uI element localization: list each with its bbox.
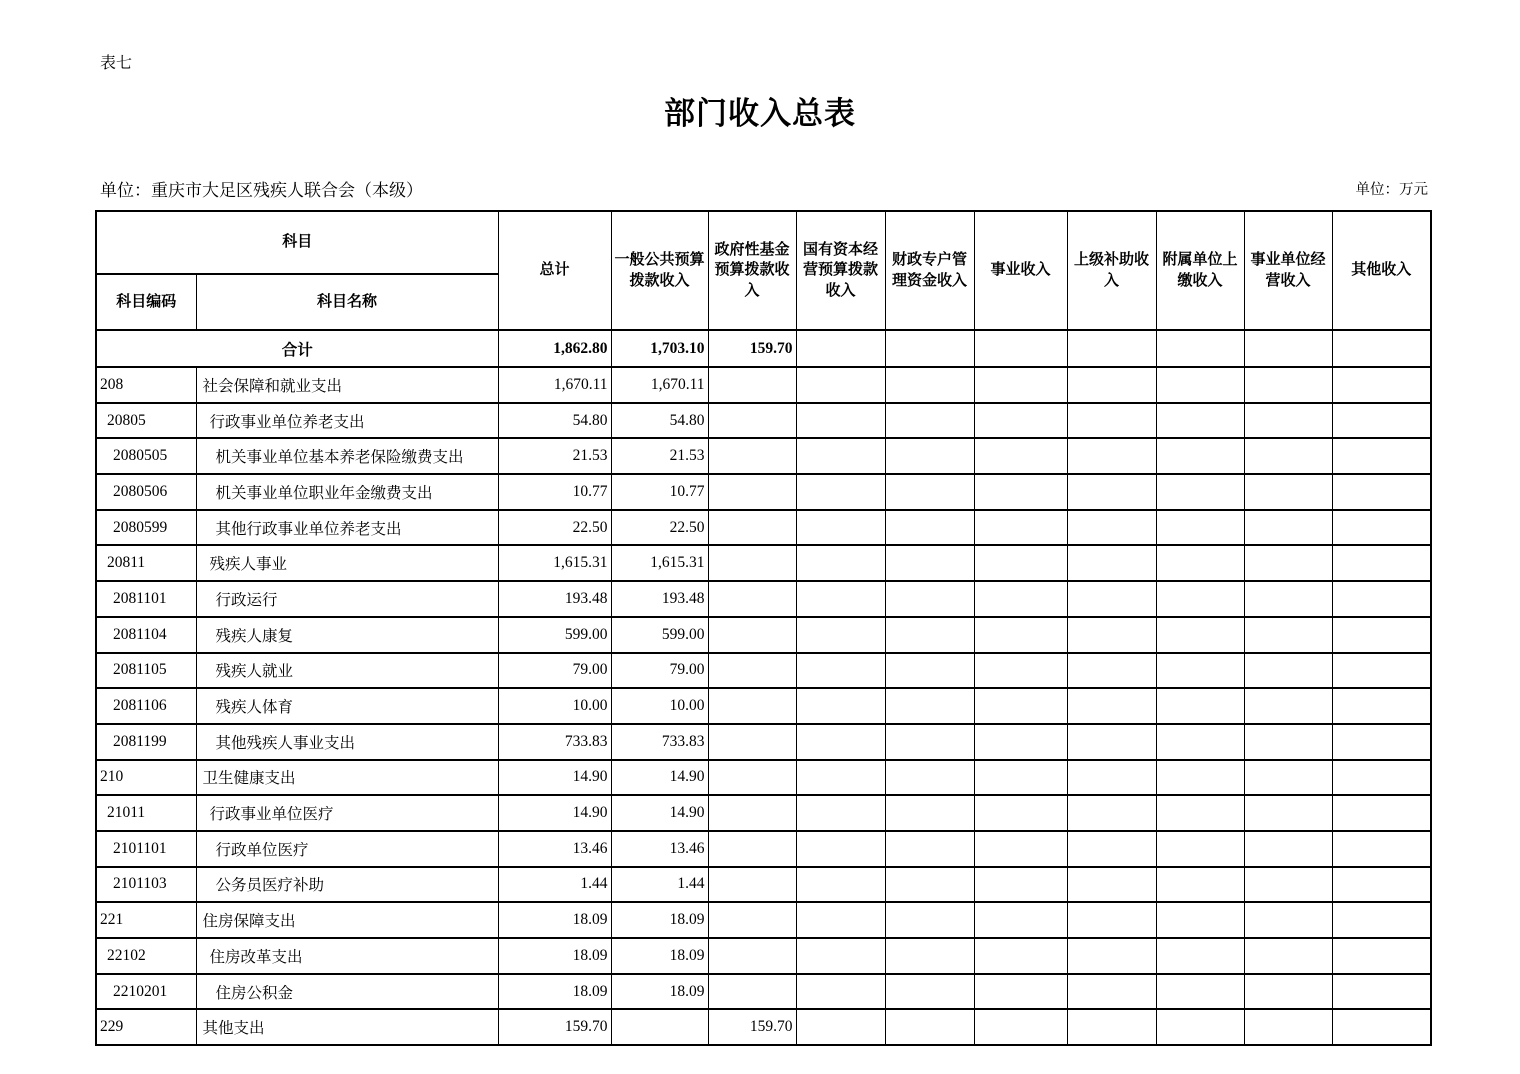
value-cell-5 — [974, 795, 1067, 831]
subject-name-cell: 行政运行 — [196, 581, 498, 617]
table-row — [96, 867, 1431, 903]
value-cell-1: 1,615.31 — [611, 545, 708, 581]
value-cell-3 — [796, 545, 885, 581]
subject-name-cell: 住房公积金 — [196, 974, 498, 1010]
value-cell-6 — [1067, 760, 1156, 796]
value-cell-9 — [1332, 330, 1431, 367]
value-cell-6 — [1067, 831, 1156, 867]
value-cell-9 — [1332, 831, 1431, 867]
value-cell-4 — [885, 831, 974, 867]
value-cell-6 — [1067, 510, 1156, 546]
value-cell-3 — [796, 688, 885, 724]
header-col-5: 事业收入 — [974, 211, 1067, 330]
value-cell-1: 193.48 — [611, 581, 708, 617]
value-cell-5 — [974, 617, 1067, 653]
value-cell-5 — [974, 724, 1067, 760]
table-row — [96, 438, 1431, 474]
value-cell-1: 10.00 — [611, 688, 708, 724]
header-subject: 科目 — [96, 211, 498, 274]
subject-name-cell: 卫生健康支出 — [196, 760, 498, 796]
value-cell-5 — [974, 938, 1067, 974]
table-row — [96, 545, 1431, 581]
value-cell-1: 18.09 — [611, 974, 708, 1010]
subject-name-cell: 残疾人康复 — [196, 617, 498, 653]
value-cell-6 — [1067, 330, 1156, 367]
value-cell-1: 22.50 — [611, 510, 708, 546]
header-col-8: 事业单位经营收入 — [1244, 211, 1332, 330]
header-subject-code: 科目编码 — [96, 274, 196, 330]
value-cell-2 — [708, 510, 796, 546]
value-cell-6 — [1067, 974, 1156, 1010]
subject-name-cell: 其他残疾人事业支出 — [196, 724, 498, 760]
value-cell-1: 79.00 — [611, 653, 708, 689]
value-cell-8 — [1244, 617, 1332, 653]
subject-code-cell: 20811 — [96, 545, 196, 581]
value-cell-9 — [1332, 438, 1431, 474]
value-cell-6 — [1067, 938, 1156, 974]
header-col-9: 其他收入 — [1332, 211, 1431, 330]
value-cell-7 — [1156, 902, 1244, 938]
value-cell-5 — [974, 902, 1067, 938]
value-cell-7 — [1156, 938, 1244, 974]
page-title: 部门收入总表 — [664, 96, 856, 131]
value-cell-9 — [1332, 724, 1431, 760]
value-cell-5 — [974, 545, 1067, 581]
value-cell-1: 1,670.11 — [611, 367, 708, 403]
value-cell-4 — [885, 510, 974, 546]
value-cell-2 — [708, 403, 796, 439]
value-cell-7 — [1156, 330, 1244, 367]
value-cell-5 — [974, 510, 1067, 546]
value-cell-7 — [1156, 438, 1244, 474]
value-cell-8 — [1244, 510, 1332, 546]
subject-code-cell: 2081101 — [96, 581, 196, 617]
value-cell-2 — [708, 653, 796, 689]
value-cell-4 — [885, 617, 974, 653]
header-col-7: 附属单位上缴收入 — [1156, 211, 1244, 330]
value-cell-2 — [708, 831, 796, 867]
subject-name-cell: 公务员医疗补助 — [196, 867, 498, 903]
value-cell-4 — [885, 902, 974, 938]
value-cell-2: 159.70 — [708, 1009, 796, 1045]
value-cell-4 — [885, 688, 974, 724]
value-cell-3 — [796, 938, 885, 974]
subject-code-cell: 2081104 — [96, 617, 196, 653]
value-cell-2 — [708, 724, 796, 760]
subject-name-cell: 机关事业单位基本养老保险缴费支出 — [196, 438, 498, 474]
value-cell-1: 10.77 — [611, 474, 708, 510]
value-cell-2 — [708, 545, 796, 581]
value-cell-3 — [796, 653, 885, 689]
value-cell-8 — [1244, 902, 1332, 938]
subject-name-cell: 残疾人体育 — [196, 688, 498, 724]
table-row — [96, 474, 1431, 510]
value-cell-7 — [1156, 867, 1244, 903]
subject-code-cell: 2210201 — [96, 974, 196, 1010]
value-cell-4 — [885, 438, 974, 474]
value-cell-8 — [1244, 974, 1332, 1010]
value-cell-0: 10.77 — [498, 474, 611, 510]
value-cell-4 — [885, 474, 974, 510]
table-row — [96, 938, 1431, 974]
value-cell-1: 599.00 — [611, 617, 708, 653]
value-cell-2 — [708, 617, 796, 653]
value-cell-9 — [1332, 760, 1431, 796]
total-row — [96, 330, 1431, 367]
value-cell-0: 18.09 — [498, 938, 611, 974]
table-row — [96, 724, 1431, 760]
total-row-label: 合计 — [96, 330, 498, 367]
value-cell-0: 14.90 — [498, 795, 611, 831]
value-cell-7 — [1156, 974, 1244, 1010]
value-cell-9 — [1332, 1009, 1431, 1045]
subject-code-cell: 20805 — [96, 403, 196, 439]
value-cell-5 — [974, 831, 1067, 867]
value-cell-7 — [1156, 617, 1244, 653]
value-cell-7 — [1156, 403, 1244, 439]
unit-name: 单位：重庆市大足区残疾人联合会（本级） — [100, 181, 423, 200]
value-cell-0: 14.90 — [498, 760, 611, 796]
value-cell-9 — [1332, 867, 1431, 903]
table-row — [96, 831, 1431, 867]
table-row — [96, 617, 1431, 653]
header-col-2: 政府性基金预算拨款收入 — [708, 211, 796, 330]
income-summary-table — [95, 210, 1432, 1046]
value-cell-6 — [1067, 545, 1156, 581]
table-row — [96, 653, 1431, 689]
value-cell-3 — [796, 724, 885, 760]
table-header — [96, 211, 1431, 330]
value-cell-9 — [1332, 617, 1431, 653]
value-cell-3 — [796, 581, 885, 617]
value-cell-6 — [1067, 403, 1156, 439]
value-cell-9 — [1332, 545, 1431, 581]
header-col-6: 上级补助收入 — [1067, 211, 1156, 330]
subject-name-cell: 残疾人事业 — [196, 545, 498, 581]
value-cell-9 — [1332, 581, 1431, 617]
value-cell-5 — [974, 330, 1067, 367]
value-cell-2 — [708, 902, 796, 938]
value-cell-7 — [1156, 653, 1244, 689]
value-cell-8 — [1244, 760, 1332, 796]
value-cell-1: 13.46 — [611, 831, 708, 867]
value-cell-4 — [885, 653, 974, 689]
value-cell-3 — [796, 1009, 885, 1045]
value-cell-3 — [796, 367, 885, 403]
value-cell-4 — [885, 867, 974, 903]
value-cell-8 — [1244, 938, 1332, 974]
value-cell-0: 22.50 — [498, 510, 611, 546]
value-cell-3 — [796, 760, 885, 796]
value-cell-2 — [708, 760, 796, 796]
value-cell-4 — [885, 795, 974, 831]
table-row — [96, 760, 1431, 796]
subject-name-cell: 行政事业单位养老支出 — [196, 403, 498, 439]
subject-name-cell: 行政单位医疗 — [196, 831, 498, 867]
value-cell-3 — [796, 902, 885, 938]
value-cell-1: 14.90 — [611, 760, 708, 796]
value-cell-8 — [1244, 724, 1332, 760]
value-cell-0: 13.46 — [498, 831, 611, 867]
value-cell-8 — [1244, 653, 1332, 689]
subject-code-cell: 2080599 — [96, 510, 196, 546]
subject-name-cell: 行政事业单位医疗 — [196, 795, 498, 831]
value-cell-2 — [708, 581, 796, 617]
value-cell-5 — [974, 581, 1067, 617]
value-cell-6 — [1067, 867, 1156, 903]
value-cell-1 — [611, 1009, 708, 1045]
value-cell-8 — [1244, 438, 1332, 474]
value-cell-9 — [1332, 510, 1431, 546]
value-cell-3 — [796, 831, 885, 867]
value-cell-8 — [1244, 867, 1332, 903]
value-cell-2 — [708, 867, 796, 903]
table-row — [96, 795, 1431, 831]
value-cell-0: 10.00 — [498, 688, 611, 724]
value-cell-0: 18.09 — [498, 974, 611, 1010]
value-cell-4 — [885, 581, 974, 617]
value-cell-2 — [708, 438, 796, 474]
value-cell-1: 14.90 — [611, 795, 708, 831]
table-row — [96, 688, 1431, 724]
value-cell-7 — [1156, 510, 1244, 546]
value-cell-4 — [885, 403, 974, 439]
value-cell-3 — [796, 438, 885, 474]
value-cell-8 — [1244, 330, 1332, 367]
value-cell-2: 159.70 — [708, 330, 796, 367]
value-cell-7 — [1156, 1009, 1244, 1045]
value-cell-1: 54.80 — [611, 403, 708, 439]
value-cell-0: 21.53 — [498, 438, 611, 474]
value-cell-9 — [1332, 974, 1431, 1010]
value-cell-9 — [1332, 688, 1431, 724]
value-cell-7 — [1156, 545, 1244, 581]
value-cell-9 — [1332, 367, 1431, 403]
table-row — [96, 403, 1431, 439]
value-cell-6 — [1067, 795, 1156, 831]
value-cell-1: 1,703.10 — [611, 330, 708, 367]
value-cell-1: 18.09 — [611, 902, 708, 938]
header-col-4: 财政专户管理资金收入 — [885, 211, 974, 330]
value-cell-7 — [1156, 724, 1244, 760]
value-cell-0: 599.00 — [498, 617, 611, 653]
value-cell-3 — [796, 474, 885, 510]
value-cell-0: 1.44 — [498, 867, 611, 903]
subject-code-cell: 210 — [96, 760, 196, 796]
value-cell-5 — [974, 760, 1067, 796]
value-cell-0: 733.83 — [498, 724, 611, 760]
value-cell-5 — [974, 403, 1067, 439]
value-cell-8 — [1244, 688, 1332, 724]
value-cell-2 — [708, 974, 796, 1010]
header-subject-name: 科目名称 — [196, 274, 498, 330]
value-cell-1: 1.44 — [611, 867, 708, 903]
value-cell-4 — [885, 938, 974, 974]
value-cell-8 — [1244, 403, 1332, 439]
unit-currency: 单位：万元 — [1355, 182, 1428, 198]
value-cell-4 — [885, 330, 974, 367]
subject-code-cell: 21011 — [96, 795, 196, 831]
value-cell-9 — [1332, 902, 1431, 938]
value-cell-6 — [1067, 367, 1156, 403]
value-cell-4 — [885, 724, 974, 760]
table-body — [96, 330, 1431, 1045]
subject-code-cell: 2081106 — [96, 688, 196, 724]
value-cell-7 — [1156, 760, 1244, 796]
value-cell-3 — [796, 330, 885, 367]
value-cell-0: 1,862.80 — [498, 330, 611, 367]
value-cell-8 — [1244, 1009, 1332, 1045]
value-cell-0: 159.70 — [498, 1009, 611, 1045]
subject-code-cell: 229 — [96, 1009, 196, 1045]
value-cell-3 — [796, 617, 885, 653]
value-cell-1: 18.09 — [611, 938, 708, 974]
subject-code-cell: 2101101 — [96, 831, 196, 867]
value-cell-7 — [1156, 795, 1244, 831]
value-cell-0: 193.48 — [498, 581, 611, 617]
value-cell-6 — [1067, 724, 1156, 760]
value-cell-3 — [796, 974, 885, 1010]
table-row — [96, 510, 1431, 546]
subject-code-cell: 2081105 — [96, 653, 196, 689]
subject-name-cell: 残疾人就业 — [196, 653, 498, 689]
value-cell-5 — [974, 974, 1067, 1010]
subject-code-cell: 2080505 — [96, 438, 196, 474]
table-seven-label: 表七 — [100, 55, 133, 72]
value-cell-9 — [1332, 795, 1431, 831]
table-row — [96, 367, 1431, 403]
table-row — [96, 581, 1431, 617]
table-row — [96, 974, 1431, 1010]
value-cell-3 — [796, 510, 885, 546]
value-cell-8 — [1244, 545, 1332, 581]
value-cell-9 — [1332, 403, 1431, 439]
value-cell-4 — [885, 974, 974, 1010]
subject-name-cell: 机关事业单位职业年金缴费支出 — [196, 474, 498, 510]
value-cell-7 — [1156, 581, 1244, 617]
table-container — [95, 210, 1432, 1046]
value-cell-9 — [1332, 938, 1431, 974]
value-cell-6 — [1067, 688, 1156, 724]
value-cell-6 — [1067, 474, 1156, 510]
subject-code-cell: 2080506 — [96, 474, 196, 510]
value-cell-5 — [974, 1009, 1067, 1045]
value-cell-6 — [1067, 902, 1156, 938]
value-cell-0: 18.09 — [498, 902, 611, 938]
value-cell-6 — [1067, 581, 1156, 617]
value-cell-8 — [1244, 367, 1332, 403]
value-cell-7 — [1156, 367, 1244, 403]
header-col-0: 总计 — [498, 211, 611, 330]
value-cell-2 — [708, 938, 796, 974]
value-cell-7 — [1156, 688, 1244, 724]
value-cell-0: 54.80 — [498, 403, 611, 439]
value-cell-6 — [1067, 438, 1156, 474]
value-cell-0: 79.00 — [498, 653, 611, 689]
subject-code-cell: 2101103 — [96, 867, 196, 903]
header-col-3: 国有资本经营预算拨款收入 — [796, 211, 885, 330]
value-cell-5 — [974, 474, 1067, 510]
subject-code-cell: 208 — [96, 367, 196, 403]
value-cell-1: 21.53 — [611, 438, 708, 474]
value-cell-3 — [796, 867, 885, 903]
value-cell-7 — [1156, 474, 1244, 510]
value-cell-6 — [1067, 653, 1156, 689]
subject-name-cell: 住房改革支出 — [196, 938, 498, 974]
value-cell-4 — [885, 760, 974, 796]
value-cell-2 — [708, 367, 796, 403]
value-cell-1: 733.83 — [611, 724, 708, 760]
subject-code-cell: 2081199 — [96, 724, 196, 760]
value-cell-8 — [1244, 474, 1332, 510]
value-cell-2 — [708, 795, 796, 831]
value-cell-5 — [974, 867, 1067, 903]
header-row-subject — [96, 211, 1431, 274]
value-cell-5 — [974, 438, 1067, 474]
header-col-1: 一般公共预算拨款收入 — [611, 211, 708, 330]
value-cell-0: 1,615.31 — [498, 545, 611, 581]
value-cell-7 — [1156, 831, 1244, 867]
value-cell-5 — [974, 367, 1067, 403]
value-cell-9 — [1332, 653, 1431, 689]
value-cell-4 — [885, 545, 974, 581]
table-row — [96, 902, 1431, 938]
value-cell-8 — [1244, 581, 1332, 617]
value-cell-0: 1,670.11 — [498, 367, 611, 403]
table-row — [96, 1009, 1431, 1045]
value-cell-5 — [974, 653, 1067, 689]
subject-name-cell: 其他支出 — [196, 1009, 498, 1045]
value-cell-8 — [1244, 795, 1332, 831]
subject-name-cell: 住房保障支出 — [196, 902, 498, 938]
value-cell-5 — [974, 688, 1067, 724]
value-cell-3 — [796, 403, 885, 439]
value-cell-6 — [1067, 1009, 1156, 1045]
value-cell-3 — [796, 795, 885, 831]
value-cell-6 — [1067, 617, 1156, 653]
value-cell-2 — [708, 688, 796, 724]
subject-name-cell: 其他行政事业单位养老支出 — [196, 510, 498, 546]
value-cell-4 — [885, 1009, 974, 1045]
subject-name-cell: 社会保障和就业支出 — [196, 367, 498, 403]
value-cell-9 — [1332, 474, 1431, 510]
value-cell-8 — [1244, 831, 1332, 867]
value-cell-2 — [708, 474, 796, 510]
value-cell-4 — [885, 367, 974, 403]
subject-code-cell: 221 — [96, 902, 196, 938]
subject-code-cell: 22102 — [96, 938, 196, 974]
